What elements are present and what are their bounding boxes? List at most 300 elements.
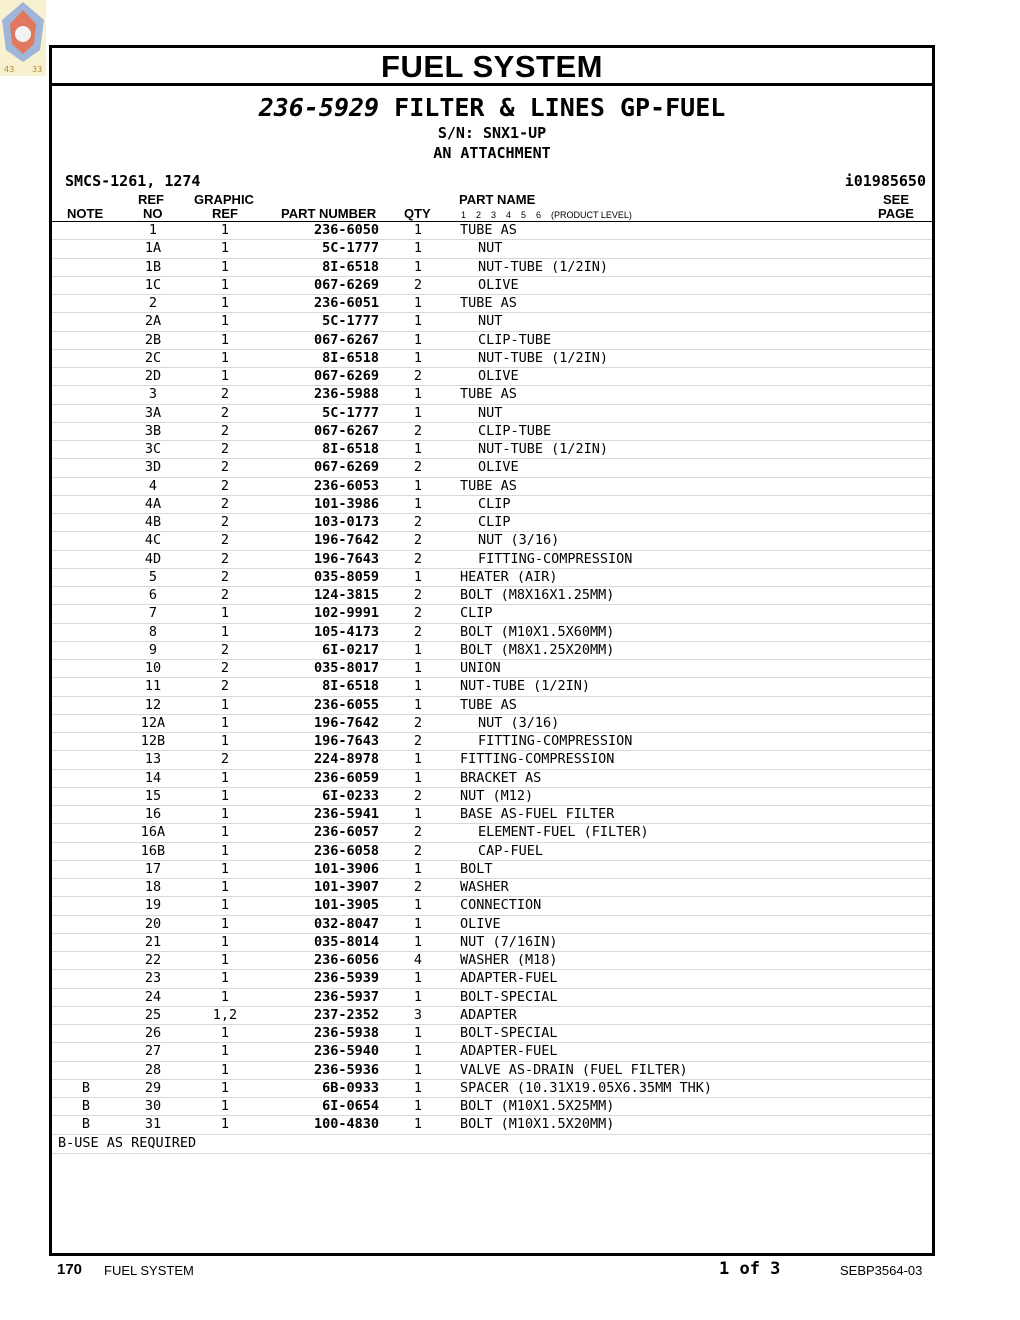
table-row [52,496,932,514]
table-row [52,240,932,258]
illustration-id: i01985650 [844,172,926,190]
part-number-cell: 067-6269 [313,459,379,476]
part-name-cell: TUBE AS [460,696,517,713]
col-graphic-ref-top: GRAPHIC [194,192,254,207]
part-name-cell: OLIVE [460,915,501,932]
graphic-ref-cell: 1 [220,842,230,859]
part-name-cell: VALVE AS-DRAIN (FUEL FILTER) [460,1061,688,1078]
part-name-cell: NUT [478,404,503,421]
graphic-ref-cell: 1 [220,1079,230,1096]
graphic-ref-cell: 2 [220,386,230,403]
group-title [52,93,932,123]
graphic-ref-cell: 1 [220,696,230,713]
graphic-ref-cell: 2 [220,587,230,603]
qty-cell: 1 [413,295,423,311]
graphic-ref-cell: 1 [220,240,230,257]
graphic-ref-cell: 2 [220,422,230,439]
part-name-cell: CAP-FUEL [478,842,544,859]
group-name: FILTER & LINES GP-FUEL [394,93,726,122]
part-number-cell: 236-6059 [313,769,379,786]
qty-cell: 2 [413,733,423,749]
graphic-ref-cell: 1 [220,295,230,311]
ref-no-cell: 2A [144,313,162,330]
table-row [52,332,932,350]
part-number-cell: 236-6055 [313,696,379,713]
part-name-cell: NUT-TUBE (1/2IN) [478,441,609,457]
table-row [52,751,932,769]
table-row [52,1062,932,1080]
table-row [52,715,932,733]
qty-cell: 1 [413,386,423,403]
part-number-cell: 124-3815 [313,587,379,603]
table-row [52,551,932,569]
part-number-cell: 196-7643 [313,550,379,567]
ref-no-cell: 16B [140,842,166,859]
table-row [52,368,932,386]
qty-cell: 1 [413,568,423,585]
graphic-ref-cell: 2 [220,441,230,457]
graphic-ref-cell: 1 [220,933,230,950]
table-row [52,222,932,240]
part-number-cell: 236-5937 [313,988,379,1005]
ref-no-cell: 2D [144,368,162,384]
part-number-cell: 8I-6518 [322,678,379,695]
col-see-page-top: SEE [883,192,910,207]
ref-no-cell: 2 [148,295,158,311]
graphic-ref-cell: 1 [220,733,230,749]
graphic-ref-cell: 2 [220,641,230,658]
graphic-ref-cell: 1 [220,276,230,293]
graphic-ref-cell: 1 [220,806,230,822]
table-row [52,806,932,824]
ref-no-cell: 18 [144,879,162,895]
document-id: SEBP3564-03 [840,1263,923,1278]
graphic-ref-cell: 2 [220,660,230,676]
table-row [52,934,932,952]
table-header [52,193,932,222]
part-number-cell: 196-7642 [313,714,379,731]
part-name-cell: OLIVE [478,276,519,293]
ref-no-cell: 4C [144,532,162,549]
part-name-cell: CLIP [478,514,511,530]
part-number-cell: 035-8017 [313,660,379,676]
part-number-cell: 236-5938 [313,1025,379,1041]
ref-no-cell: 4A [144,495,162,512]
ref-no-cell: 12 [144,696,162,713]
ref-no-cell: 27 [144,1043,162,1060]
group-part-number: 236-5929 [258,93,380,122]
table-row [52,569,932,587]
graphic-ref-cell: 2 [220,477,230,494]
qty-cell: 1 [413,660,423,676]
table-row [52,897,932,915]
ref-no-cell: 8 [148,623,158,640]
col-graphic-ref-bottom: REF [212,206,238,221]
ref-no-cell: 9 [148,641,158,658]
qty-cell: 2 [413,459,423,476]
part-number-cell: 035-8059 [313,568,379,585]
qty-cell: 2 [413,587,423,603]
part-number-cell: 032-8047 [313,915,379,932]
col-see-page-bottom: PAGE [878,206,914,221]
part-name-cell: BRACKET AS [460,769,542,786]
graphic-ref-cell: 1 [220,915,230,932]
ref-no-cell: 1 [148,222,158,238]
part-name-cell: ADAPTER [460,1006,517,1023]
table-row [52,1043,932,1061]
qty-cell: 1 [413,441,423,457]
table-row [52,879,932,897]
qty-cell: 2 [413,276,423,293]
table-row [52,405,932,423]
ref-no-cell: 7 [148,605,158,622]
ref-no-cell: 3B [144,422,162,439]
part-name-cell: NUT (3/16) [478,714,560,731]
table-row [52,259,932,277]
part-name-cell: BOLT-SPECIAL [460,988,558,1005]
part-number-cell: 102-9991 [313,605,379,622]
qty-cell: 1 [413,1061,423,1078]
table-row [52,770,932,788]
table-row [52,843,932,861]
graphic-ref-cell: 1 [220,1098,230,1114]
part-name-cell: CLIP [460,605,493,622]
table-row [52,916,932,934]
table-row [52,1080,932,1098]
ref-no-cell: 5 [148,568,158,585]
col-product-level: 1 2 3 4 5 6 (PRODUCT LEVEL) [461,210,632,220]
graphic-ref-cell: 1 [220,897,230,914]
ref-no-cell: 24 [144,988,162,1005]
table-row [52,350,932,368]
qty-cell: 2 [413,714,423,731]
table-row [52,459,932,477]
qty-cell: 3 [413,1006,423,1023]
part-name-cell: CONNECTION [460,897,542,914]
part-name-cell: BOLT (M10X1.5X60MM) [460,623,615,640]
part-number-cell: 105-4173 [313,623,379,640]
graphic-ref-cell: 1 [220,222,230,238]
graphic-ref-cell: 2 [220,532,230,549]
ref-no-cell: 4 [148,477,158,494]
graphic-ref-cell: 1 [220,1043,230,1060]
graphic-ref-cell: 1 [220,879,230,895]
emblem-icon [0,0,46,76]
graphic-ref-cell: 2 [220,495,230,512]
ref-no-cell: 1B [144,258,162,275]
part-number-cell: 103-0173 [313,514,379,530]
graphic-ref-cell: 1 [220,952,230,968]
ref-no-cell: 29 [144,1079,162,1096]
ref-no-cell: 3C [144,441,162,457]
graphic-ref-cell: 1 [220,623,230,640]
graphic-ref-cell: 1 [220,368,230,384]
ref-no-cell: 2B [144,331,162,348]
graphic-ref-cell: 1 [220,769,230,786]
table-row [52,295,932,313]
table-row [52,587,932,605]
ref-no-cell: 16 [144,806,162,822]
part-number-cell: 236-6056 [313,952,379,968]
qty-cell: 1 [413,678,423,695]
graphic-ref-cell: 1 [220,258,230,275]
part-number-cell: 236-6057 [313,824,379,841]
qty-cell: 1 [413,1098,423,1114]
graphic-ref-cell: 1 [220,605,230,622]
col-ref-no-top: REF [138,192,164,207]
table-row [52,514,932,532]
col-ref-no-bottom: NO [143,206,163,221]
group-header [52,93,932,163]
graphic-ref-cell: 2 [220,568,230,585]
part-number-cell: 067-6267 [313,331,379,348]
graphic-ref-cell: 1,2 [212,1006,238,1023]
part-number-cell: 8I-6518 [322,258,379,275]
graphic-ref-cell: 1 [220,1061,230,1078]
graphic-ref-cell: 1 [220,313,230,330]
part-number-cell: 237-2352 [313,1006,379,1023]
footnote: B-USE AS REQUIRED [52,1135,932,1154]
part-name-cell: OLIVE [478,368,519,384]
qty-cell: 1 [413,860,423,877]
qty-cell: 2 [413,623,423,640]
part-number-cell: 236-6058 [313,842,379,859]
ref-no-cell: 3D [144,459,162,476]
part-name-cell: ADAPTER-FUEL [460,1043,558,1060]
ref-no-cell: 31 [144,1116,162,1133]
ref-no-cell: 11 [144,678,162,695]
table-row [52,989,932,1007]
part-name-cell: BOLT (M8X16X1.25MM) [460,587,615,603]
graphic-ref-cell: 1 [220,349,230,366]
part-name-cell: UNION [460,660,501,676]
table-row [52,788,932,806]
parts-table-body [52,222,932,1135]
qty-cell: 1 [413,404,423,421]
part-number-cell: 5C-1777 [322,240,379,257]
qty-cell: 1 [413,696,423,713]
part-name-cell: NUT (3/16) [478,532,560,549]
qty-cell: 1 [413,313,423,330]
ref-no-cell: 26 [144,1025,162,1041]
col-qty: QTY [404,206,431,221]
qty-cell: 2 [413,824,423,841]
qty-cell: 2 [413,368,423,384]
part-name-cell: NUT [478,240,503,257]
graphic-ref-cell: 1 [220,331,230,348]
graphic-ref-cell: 1 [220,970,230,987]
qty-cell: 1 [413,915,423,932]
qty-cell: 2 [413,550,423,567]
ref-no-cell: 13 [144,751,162,768]
table-row [52,532,932,550]
part-name-cell: BASE AS-FUEL FILTER [460,806,615,822]
col-note: NOTE [67,206,104,221]
graphic-ref-cell: 1 [220,824,230,841]
qty-cell: 1 [413,240,423,257]
part-name-cell: CLIP-TUBE [478,422,552,439]
title-bar [52,48,932,86]
col-part-name: PART NAME [459,192,536,207]
qty-cell: 1 [413,933,423,950]
ref-no-cell: 28 [144,1061,162,1078]
page-title: FUEL SYSTEM [381,49,603,84]
smcs-code: SMCS-1261, 1274 [65,172,201,190]
part-number-cell: 067-6269 [313,368,379,384]
part-number-cell: 236-6053 [313,477,379,494]
qty-cell: 1 [413,1043,423,1060]
qty-cell: 1 [413,349,423,366]
part-name-cell: FITTING-COMPRESSION [478,733,633,749]
page-footer [0,1258,1020,1282]
qty-cell: 1 [413,769,423,786]
qty-cell: 1 [413,970,423,987]
ref-no-cell: 22 [144,952,162,968]
qty-cell: 2 [413,842,423,859]
table-row [52,824,932,842]
part-number-cell: 236-5940 [313,1043,379,1060]
part-number-cell: 5C-1777 [322,404,379,421]
part-number-cell: 236-5988 [313,386,379,403]
ref-no-cell: 12A [140,714,166,731]
ref-no-cell: 6 [148,587,158,603]
qty-cell: 1 [413,1079,423,1096]
table-row [52,642,932,660]
ref-no-cell: 10 [144,660,162,676]
part-number-cell: 236-5941 [313,806,379,822]
part-name-cell: BOLT (M10X1.5X20MM) [460,1116,615,1133]
table-row [52,423,932,441]
table-row [52,1025,932,1043]
part-name-cell: BOLT (M10X1.5X25MM) [460,1098,615,1114]
part-number-cell: 101-3905 [313,897,379,914]
note-cell: B [81,1079,91,1096]
table-row [52,605,932,623]
ref-no-cell: 25 [144,1006,162,1023]
part-number-cell: 236-6051 [313,295,379,311]
graphic-ref-cell: 2 [220,550,230,567]
part-number-cell: 067-6269 [313,276,379,293]
graphic-ref-cell: 1 [220,787,230,804]
table-row [52,970,932,988]
part-number-cell: 100-4830 [313,1116,379,1133]
qty-cell: 1 [413,1025,423,1041]
qty-cell: 1 [413,641,423,658]
part-name-cell: ADAPTER-FUEL [460,970,558,987]
part-name-cell: FITTING-COMPRESSION [460,751,615,768]
part-number-cell: 8I-6518 [322,441,379,457]
table-row [52,660,932,678]
qty-cell: 1 [413,988,423,1005]
qty-cell: 2 [413,879,423,895]
part-number-cell: 236-5936 [313,1061,379,1078]
ref-no-cell: 14 [144,769,162,786]
part-number-cell: 236-5939 [313,970,379,987]
qty-cell: 1 [413,751,423,768]
part-name-cell: NUT (M12) [460,787,534,804]
page-frame [49,45,935,1256]
part-name-cell: NUT-TUBE (1/2IN) [478,258,609,275]
part-number-cell: 196-7643 [313,733,379,749]
ref-no-cell: 21 [144,933,162,950]
graphic-ref-cell: 2 [220,404,230,421]
graphic-ref-cell: 1 [220,714,230,731]
graphic-ref-cell: 1 [220,1116,230,1133]
part-number-cell: 8I-6518 [322,349,379,366]
graphic-ref-cell: 2 [220,751,230,768]
table-row [52,441,932,459]
table-row [52,386,932,404]
ref-no-cell: 2C [144,349,162,366]
part-number-cell: 6I-0654 [322,1098,379,1114]
ref-no-cell: 20 [144,915,162,932]
part-name-cell: NUT-TUBE (1/2IN) [478,349,609,366]
serial-number: S/N: SNX1-UP [437,124,547,142]
part-name-cell: TUBE AS [460,222,517,238]
page-number: 170 [57,1261,83,1278]
qty-cell: 1 [413,331,423,348]
table-row [52,697,932,715]
graphic-ref-cell: 2 [220,678,230,695]
table-row [52,1007,932,1025]
qty-cell: 2 [413,605,423,622]
part-name-cell: HEATER (AIR) [460,568,558,585]
attachment-label: AN ATTACHMENT [433,144,551,162]
ref-no-cell: 12B [140,733,166,749]
part-name-cell: NUT [478,313,503,330]
part-number-cell: 196-7642 [313,532,379,549]
note-cell: B [81,1116,91,1133]
qty-cell: 1 [413,258,423,275]
ref-no-cell: 4B [144,514,162,530]
table-row [52,952,932,970]
qty-cell: 1 [413,222,423,238]
ref-no-cell: 3 [148,386,158,403]
ref-no-cell: 16A [140,824,166,841]
part-number-cell: 6I-0233 [322,787,379,804]
qty-cell: 4 [413,952,423,968]
part-name-cell: FITTING-COMPRESSION [478,550,633,567]
part-name-cell: BOLT-SPECIAL [460,1025,558,1041]
qty-cell: 1 [413,477,423,494]
table-row [52,1116,932,1134]
table-row [52,277,932,295]
part-name-cell: NUT-TUBE (1/2IN) [460,678,591,695]
part-name-cell: BOLT [460,860,493,877]
logo-number-left: 43 [4,65,15,74]
graphic-ref-cell: 2 [220,514,230,530]
table-row [52,478,932,496]
qty-cell: 1 [413,495,423,512]
part-name-cell: WASHER [460,879,509,895]
part-number-cell: 6I-0217 [322,641,379,658]
part-name-cell: BOLT (M8X1.25X20MM) [460,641,615,658]
qty-cell: 1 [413,897,423,914]
ref-no-cell: 19 [144,897,162,914]
ref-no-cell: 1C [144,276,162,293]
part-name-cell: ELEMENT-FUEL (FILTER) [478,824,649,841]
graphic-ref-cell: 2 [220,459,230,476]
ref-no-cell: 4D [144,550,162,567]
ref-no-cell: 15 [144,787,162,804]
part-number-cell: 224-8978 [313,751,379,768]
graphic-ref-cell: 1 [220,988,230,1005]
part-name-cell: OLIVE [478,459,519,476]
table-row [52,733,932,751]
table-row [52,624,932,642]
part-name-cell: WASHER (M18) [460,952,558,968]
col-part-number: PART NUMBER [281,206,377,221]
